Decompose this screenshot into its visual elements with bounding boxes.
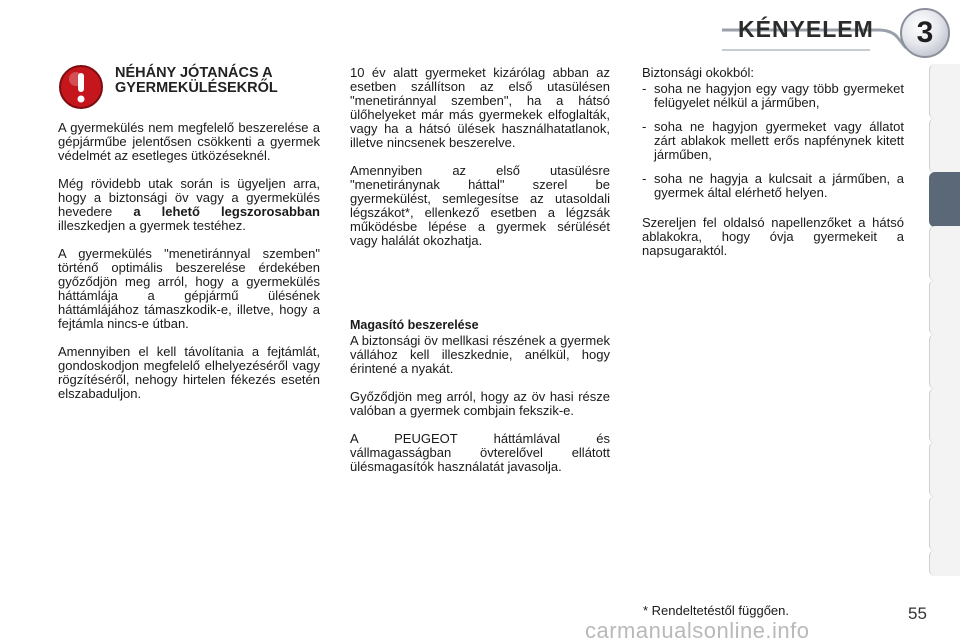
paragraph: Szereljen fel oldalsó napellenzőket a hátsó ablakokra, hogy óvja gyermekeit a napsugaraktól. <box>642 215 904 258</box>
paragraph: A biztonsági öv mellkasi részének a gyermek vállához kell illeszkednie, anélkül, hogy érintené a nyakát. <box>350 333 610 376</box>
paragraph: Még rövidebb utak során is ügyeljen arra, hogy a biztonsági öv vagy a gyermekülés hevedere a lehető legszorosabban illeszkedjen a gyermek testéhez. <box>58 176 320 233</box>
column-2 <box>350 66 610 262</box>
chapter-tab-active[interactable] <box>929 172 960 227</box>
paragraph: Amennyiben el kell távolítania a fejtámlát, gondoskodjon megfelelő elhelyezéséről vagy rögzítéséről, nehogy hirtelen fékezés esetén elszabaduljon. <box>58 344 320 401</box>
chapter-title: KÉNYELEM <box>738 16 874 42</box>
paragraph: A gyermekülés "menetiránnyal szemben" történő optimális beszerelése érdekében győződjön meg arról, hogy a gyermekülés háttámlája a gépjármű ülésének háttámlájához támaszkodik-e, illetve, hogy a fejtámla nincs-e útban. <box>58 246 320 331</box>
column-3 <box>642 66 904 272</box>
column-2-lower <box>350 318 610 488</box>
paragraph: A gyermekülés nem megfelelő beszerelése a gépjárműbe jelentősen csökkenti a gyermek védelmét az esetleges ütközéseknél. <box>58 120 320 163</box>
chapter-tab[interactable] <box>929 496 960 551</box>
chapter-tab[interactable] <box>929 280 960 335</box>
list-item: - soha ne hagyjon egy vagy több gyermeket felügyelet nélkül a járműben, <box>642 81 904 110</box>
chapter-tab-strip <box>930 64 960 576</box>
chapter-tab[interactable] <box>929 442 960 497</box>
paragraph: Amennyiben az első utasülésre "menetiránynak háttal" szerel be gyermekülést, semlegesítse az utasoldali légszákot*, ellenkező esetben a légzsák működésbe lépése a gyermek sérülését vagy halálát okozhatja. <box>350 163 610 248</box>
chapter-number-badge: 3 <box>900 8 950 58</box>
subsection-heading: Magasító beszerelése <box>350 318 479 332</box>
chapter-tab[interactable] <box>929 64 960 119</box>
chapter-tab[interactable] <box>929 226 960 281</box>
page-number: 55 <box>908 604 927 623</box>
footnote: * Rendeltetéstől függően. <box>643 603 789 618</box>
chapter-tab[interactable] <box>929 550 960 576</box>
chapter-tab[interactable] <box>929 118 960 173</box>
section-title: NÉHÁNY JÓTANÁCS A GYERMEKÜLÉSEKRŐL <box>115 65 278 96</box>
chapter-tab[interactable] <box>929 334 960 389</box>
watermark: carmanualsonline.info <box>585 618 810 643</box>
list-item: - soha ne hagyjon gyermeket vagy állatot zárt ablakok mellett erős napfénynek kitett járműben, <box>642 119 904 162</box>
list-item: - soha ne hagyja a kulcsait a járműben, a gyermek által elérhető helyen. <box>642 171 904 200</box>
paragraph: A PEUGEOT háttámlával és vállmagasságban övterelővel ellátott ülésmagasítók használatát javasolja. <box>350 431 610 474</box>
column-1 <box>58 121 320 415</box>
paragraph: Biztonsági okokból: <box>642 65 755 80</box>
warning-icon <box>58 64 104 110</box>
chapter-tab[interactable] <box>929 388 960 443</box>
paragraph: Győződjön meg arról, hogy az öv hasi része valóban a gyermek combjain fekszik-e. <box>350 389 610 418</box>
paragraph: 10 év alatt gyermeket kizárólag abban az esetben szállítson az első utasülésen "menetiránnyal szemben", ha a hátsó ülőhelyeket már más gyermekek elfoglalták, vagy ha a hátsó ülések használhatatlanok, illetve nincsenek beszerelve. <box>350 65 610 150</box>
